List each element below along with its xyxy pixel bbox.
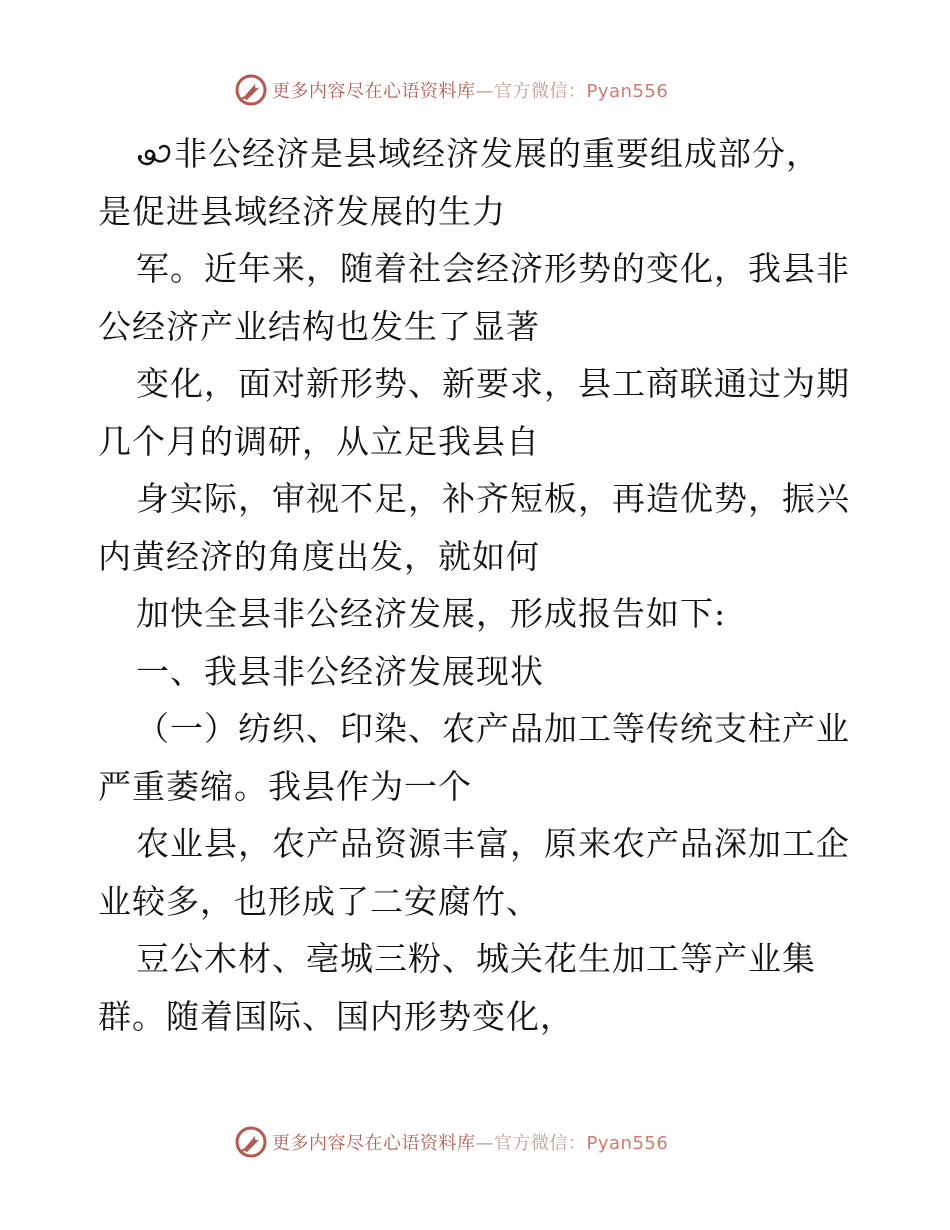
watermark-main-text: 更多内容尽在心语资料库 — [272, 81, 476, 102]
watermark-wechat-id: Pyan556 — [586, 1133, 669, 1154]
subsection-heading: （一）纺织、印染、农产品加工等传统支柱产业 — [136, 709, 850, 748]
text-line: 军。近年来，随着社会经济形势的变化，我县非 — [136, 249, 850, 288]
text-line: 身实际，审视不足，补齐短板，再造优势，振兴 — [136, 479, 850, 518]
pen-nib-seal-icon — [234, 73, 268, 107]
text-line: 几个月的调研，从立足我县自 — [98, 421, 540, 461]
text-line: 加快全县非公经济发展，形成报告如下: — [136, 594, 727, 633]
text-line — [98, 125, 858, 183]
header-watermark — [234, 72, 668, 108]
text-line: 农业县，农产品资源丰富，原来农产品深加工企 — [136, 824, 850, 863]
pen-nib-seal-icon — [234, 1125, 268, 1159]
section-heading: 一、我县非公经济发展现状 — [136, 651, 544, 691]
watermark-main-text: 更多内容尽在心语资料库 — [272, 1133, 476, 1154]
text-line: 业较多，也形成了二安腐竹、 — [98, 881, 540, 921]
watermark-separator: — — [475, 81, 494, 102]
text-line: 群。随着国际、国内形势变化， — [98, 996, 574, 1036]
text-line: 是促进县域经济发展的生力 — [98, 191, 506, 231]
watermark-label: 官方微信： — [494, 1133, 587, 1154]
watermark-wechat-id: Pyan556 — [586, 81, 669, 102]
text-line: 严重萎缩。我县作为一个 — [98, 766, 472, 806]
text-line-content: 非公经济是县域经济发展的重要组成部分， — [174, 134, 820, 173]
watermark-separator: — — [475, 1133, 494, 1154]
text-line: 内黄经济的角度出发，就如何 — [98, 536, 540, 576]
footer-watermark — [234, 1124, 668, 1160]
watermark-label: 官方微信： — [494, 81, 587, 102]
text-line: 豆公木材、亳城三粉、城关花生加工等产业集 — [136, 939, 816, 978]
text-line: 公经济产业结构也发生了显著 — [98, 306, 540, 346]
swirl-ornament-icon — [136, 138, 172, 168]
text-line: 变化，面对新形势、新要求，县工商联通过为期 — [136, 364, 850, 403]
document-body — [98, 125, 858, 1045]
